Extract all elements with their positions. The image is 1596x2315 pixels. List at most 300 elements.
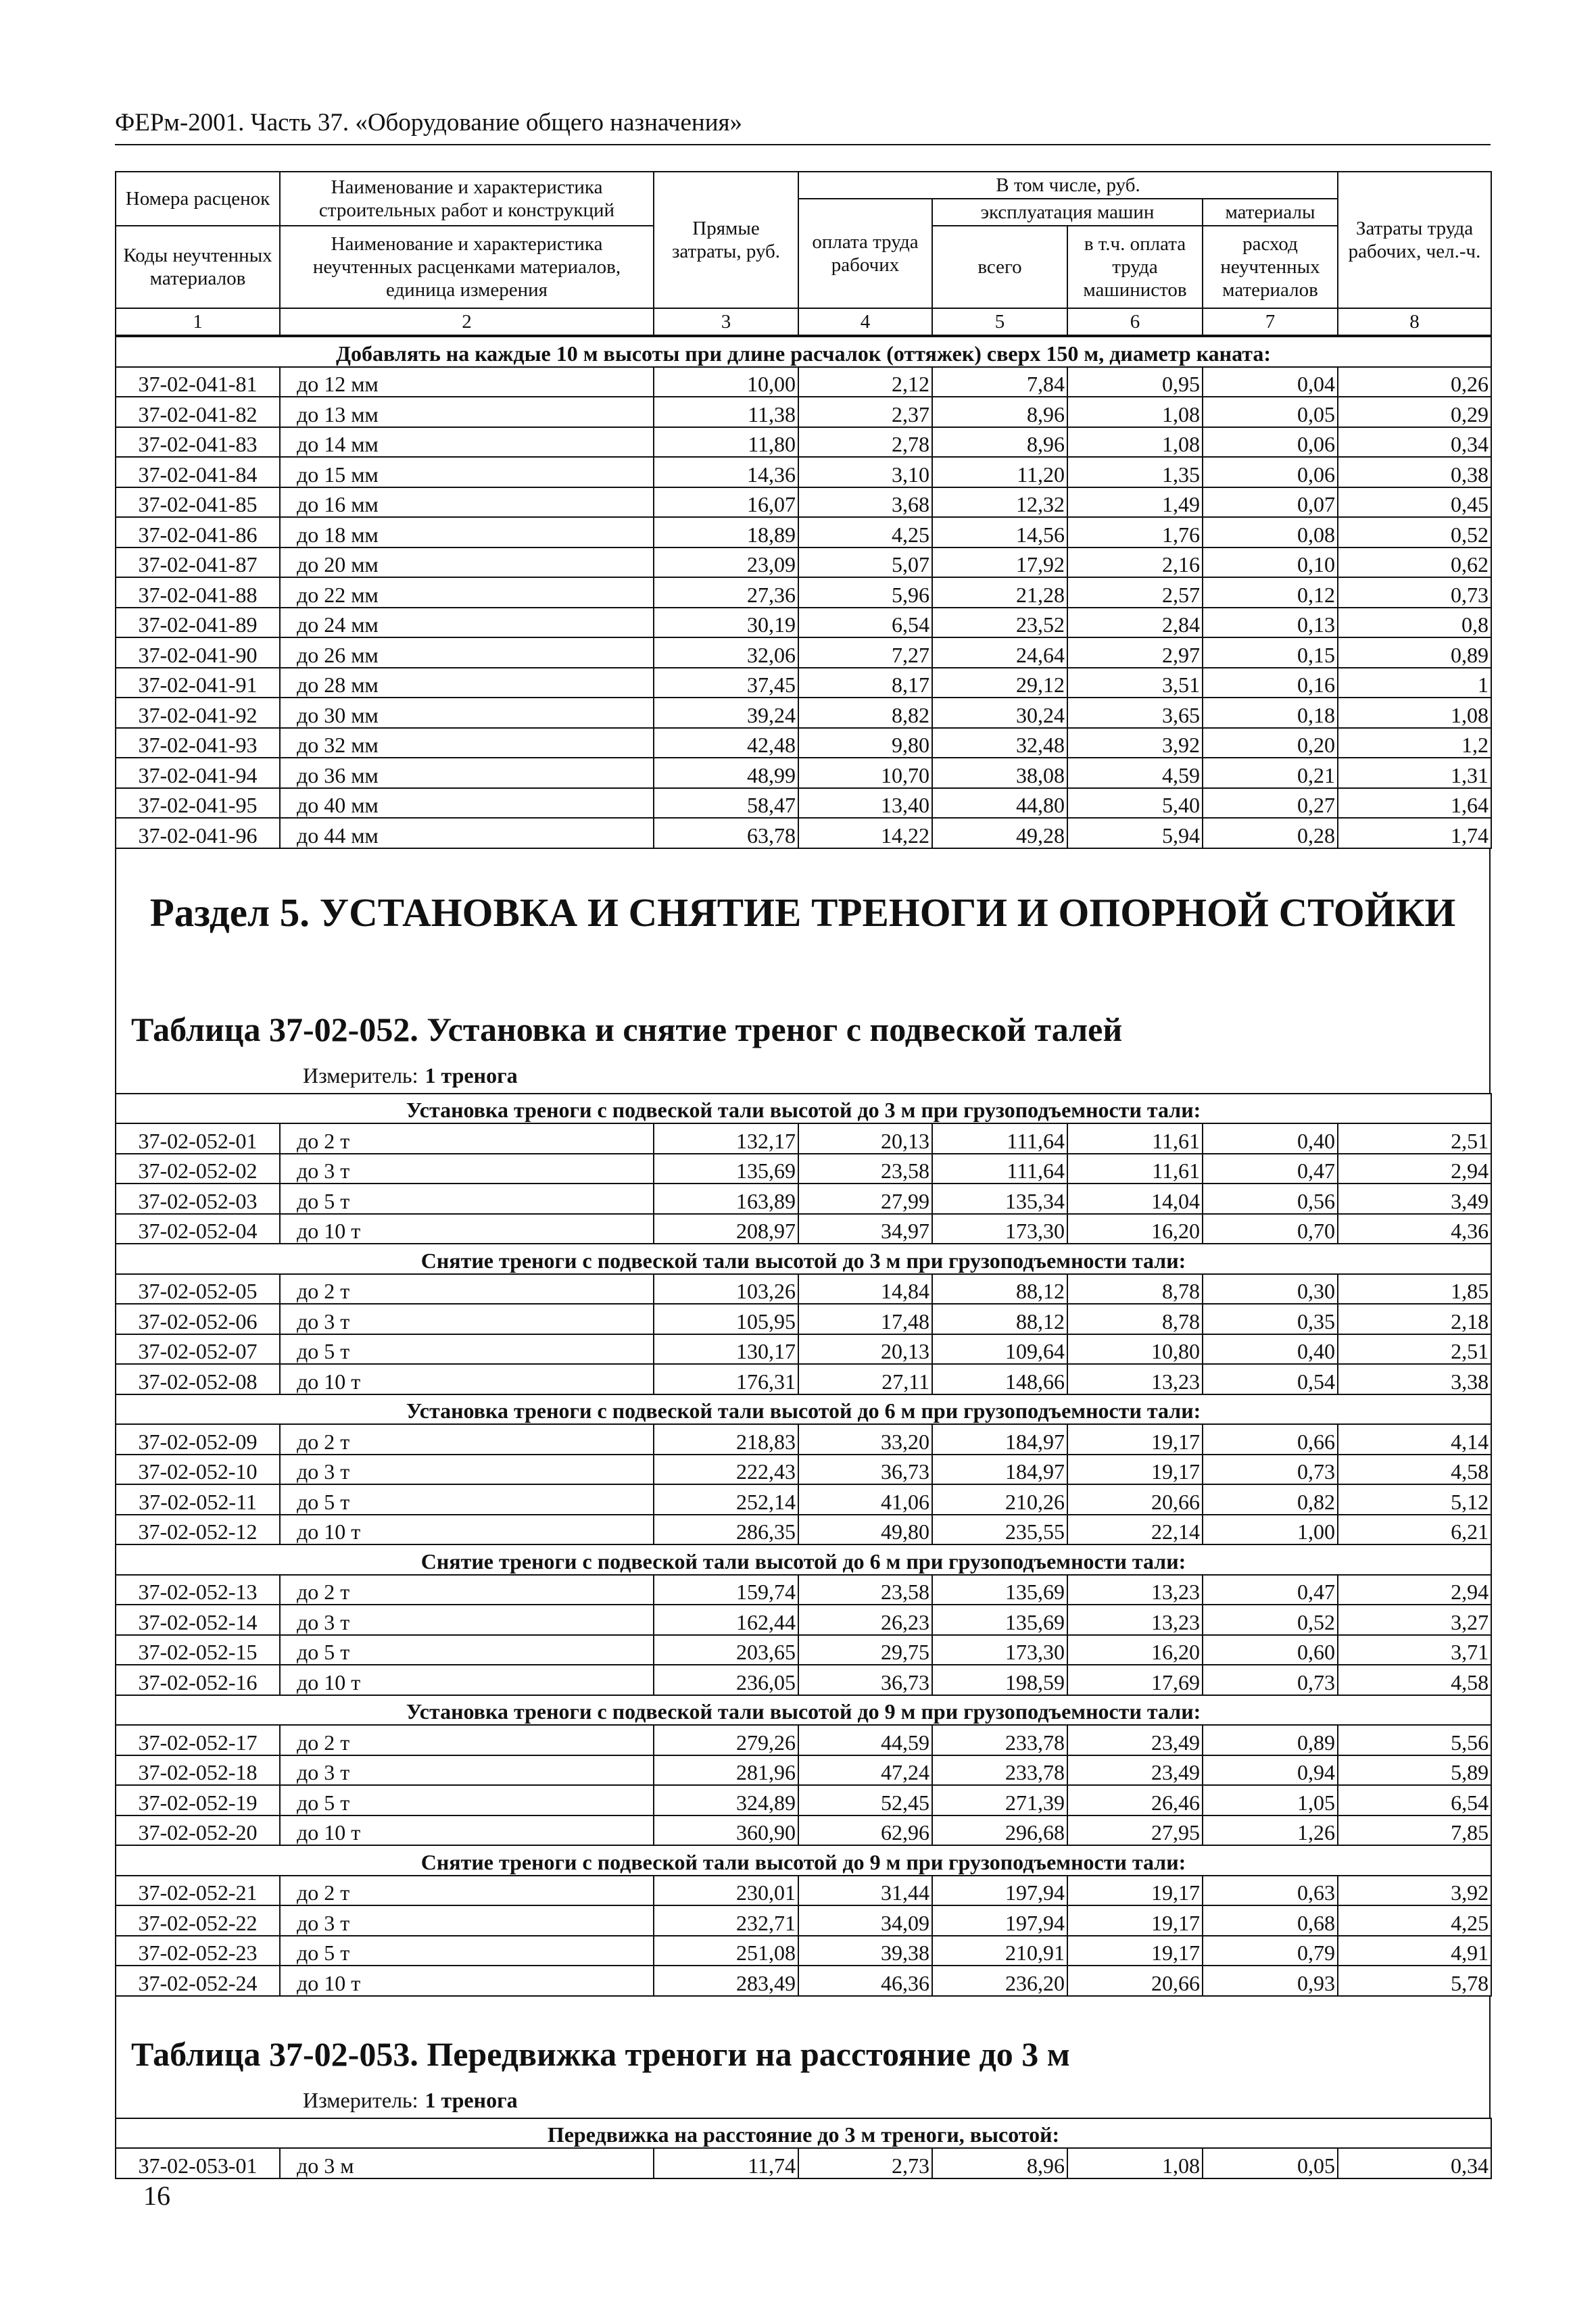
work-name-cell: до 3 т — [280, 1905, 654, 1936]
table-subheading: Снятие треноги с подвеской тали высотой до 3 м при грузоподъемности тали: — [116, 1244, 1491, 1274]
section-title: Раздел 5. УСТАНОВКА И СНЯТИЕ ТРЕНОГИ И ОПОРНОЙ СТОЙКИ — [115, 849, 1491, 977]
direct-costs-cell: 27,36 — [654, 577, 798, 608]
machine-operator-pay-cell: 17,69 — [1067, 1665, 1203, 1695]
document-body — [115, 171, 1491, 2179]
table-row — [116, 728, 1491, 758]
work-name-cell: до 3 т — [280, 1455, 654, 1485]
work-name-cell: до 28 мм — [280, 668, 654, 698]
col-number: 2 — [280, 308, 654, 335]
work-name-cell: до 3 м — [280, 2148, 654, 2178]
rate-code-cell: 37-02-041-84 — [116, 457, 280, 487]
materials-cell: 0,06 — [1203, 457, 1338, 487]
work-name-cell: до 5 т — [280, 1334, 654, 1365]
machine-total-cell: 88,12 — [932, 1274, 1067, 1305]
work-name-cell: до 30 мм — [280, 698, 654, 728]
materials-cell: 0,27 — [1203, 788, 1338, 819]
materials-cell: 0,08 — [1203, 517, 1338, 547]
table-052-meter — [115, 1058, 1491, 1093]
materials-cell: 0,56 — [1203, 1184, 1338, 1214]
table-row — [116, 1665, 1491, 1695]
labor-pay-cell: 3,10 — [798, 457, 932, 487]
table-row — [116, 457, 1491, 487]
table-subheading-row — [116, 1244, 1491, 1274]
table-053-title: Таблица 37-02-053. Передвижка треноги на расстояние до 3 м — [115, 2036, 1491, 2083]
direct-costs-cell: 11,80 — [654, 427, 798, 458]
col-number: 6 — [1067, 308, 1203, 335]
table-subheading: Добавлять на каждые 10 м высоты при длине расчалок (оттяжек) сверх 150 м, диаметр каната: — [116, 337, 1491, 367]
rate-code-cell: 37-02-052-04 — [116, 1214, 280, 1244]
direct-costs-cell: 324,89 — [654, 1785, 798, 1816]
work-name-cell: до 2 т — [280, 1575, 654, 1605]
table-row — [116, 788, 1491, 819]
machine-operator-pay-cell: 22,14 — [1067, 1515, 1203, 1545]
labor-hours-cell: 0,52 — [1338, 517, 1491, 547]
materials-cell: 0,40 — [1203, 1334, 1338, 1365]
materials-cell: 0,16 — [1203, 668, 1338, 698]
table-row — [116, 367, 1491, 397]
direct-costs-cell: 11,74 — [654, 2148, 798, 2178]
direct-costs-cell: 281,96 — [654, 1755, 798, 1786]
materials-cell: 0,28 — [1203, 818, 1338, 848]
direct-costs-cell: 286,35 — [654, 1515, 798, 1545]
rate-code-cell: 37-02-052-08 — [116, 1364, 280, 1394]
machine-total-cell: 44,80 — [932, 788, 1067, 819]
table-row — [116, 668, 1491, 698]
labor-hours-cell: 3,71 — [1338, 1635, 1491, 1665]
labor-hours-cell: 0,34 — [1338, 2148, 1491, 2178]
materials-cell: 0,60 — [1203, 1635, 1338, 1665]
table-row — [116, 637, 1491, 668]
machine-operator-pay-cell: 1,08 — [1067, 2148, 1203, 2178]
direct-costs-cell: 10,00 — [654, 367, 798, 397]
table-row — [116, 1755, 1491, 1786]
machine-total-cell: 30,24 — [932, 698, 1067, 728]
machine-operator-pay-cell: 20,66 — [1067, 1966, 1203, 1996]
rate-code-cell: 37-02-052-10 — [116, 1455, 280, 1485]
labor-hours-cell: 4,25 — [1338, 1905, 1491, 1936]
direct-costs-cell: 162,44 — [654, 1605, 798, 1635]
machine-total-cell: 32,48 — [932, 728, 1067, 758]
materials-cell: 0,35 — [1203, 1304, 1338, 1334]
direct-costs-cell: 360,90 — [654, 1816, 798, 1846]
machine-total-cell: 197,94 — [932, 1905, 1067, 1936]
meter-label: Измеритель: — [303, 2087, 418, 2112]
machine-total-cell: 8,96 — [932, 427, 1067, 458]
labor-pay-cell: 2,73 — [798, 2148, 932, 2178]
machine-operator-pay-cell: 3,65 — [1067, 698, 1203, 728]
table-row — [116, 1334, 1491, 1365]
work-name-cell: до 5 т — [280, 1484, 654, 1515]
machine-total-cell: 21,28 — [932, 577, 1067, 608]
machine-total-cell: 236,20 — [932, 1966, 1067, 1996]
rate-code-cell: 37-02-052-22 — [116, 1905, 280, 1936]
col-header-materials: материалы — [1203, 199, 1338, 226]
materials-cell: 0,70 — [1203, 1214, 1338, 1244]
rate-code-cell: 37-02-052-20 — [116, 1816, 280, 1846]
rate-code-cell: 37-02-052-09 — [116, 1424, 280, 1455]
machine-total-cell: 111,64 — [932, 1154, 1067, 1184]
materials-cell: 1,00 — [1203, 1515, 1338, 1545]
col-header-codes-bottom: Коды неучтенных материалов — [116, 226, 280, 308]
rate-code-cell: 37-02-041-90 — [116, 637, 280, 668]
labor-hours-cell: 0,89 — [1338, 637, 1491, 668]
table-subheading: Установка треноги с подвеской тали высотой до 6 м при грузоподъемности тали: — [116, 1394, 1491, 1425]
table-row — [116, 1214, 1491, 1244]
machine-total-cell: 8,96 — [932, 2148, 1067, 2178]
rate-code-cell: 37-02-052-03 — [116, 1184, 280, 1214]
labor-pay-cell: 3,68 — [798, 487, 932, 518]
labor-pay-cell: 8,17 — [798, 668, 932, 698]
rate-code-cell: 37-02-052-12 — [116, 1515, 280, 1545]
col-header-machines-operators: в т.ч. оплата труда машинистов — [1067, 226, 1203, 308]
machine-operator-pay-cell: 1,76 — [1067, 517, 1203, 547]
table-row — [116, 1905, 1491, 1936]
machine-total-cell: 233,78 — [932, 1755, 1067, 1786]
table-row — [116, 577, 1491, 608]
direct-costs-cell: 230,01 — [654, 1876, 798, 1906]
machine-operator-pay-cell: 0,95 — [1067, 367, 1203, 397]
labor-pay-cell: 62,96 — [798, 1816, 932, 1846]
machine-operator-pay-cell: 20,66 — [1067, 1484, 1203, 1515]
machine-operator-pay-cell: 19,17 — [1067, 1936, 1203, 1966]
page-number: 16 — [143, 2180, 170, 2211]
machine-total-cell: 23,52 — [932, 608, 1067, 638]
labor-pay-cell: 47,24 — [798, 1755, 932, 1786]
work-name-cell: до 5 т — [280, 1936, 654, 1966]
table-row — [116, 2148, 1491, 2178]
work-name-cell: до 14 мм — [280, 427, 654, 458]
header-table — [115, 171, 1492, 336]
work-name-cell: до 2 т — [280, 1424, 654, 1455]
machine-total-cell: 173,30 — [932, 1635, 1067, 1665]
col-header-materials-sub: расход неучтенных материалов — [1203, 226, 1338, 308]
labor-pay-cell: 44,59 — [798, 1725, 932, 1755]
rate-code-cell: 37-02-052-16 — [116, 1665, 280, 1695]
machine-operator-pay-cell: 3,51 — [1067, 668, 1203, 698]
machine-total-cell: 135,69 — [932, 1575, 1067, 1605]
col-number: 7 — [1203, 308, 1338, 335]
machine-operator-pay-cell: 19,17 — [1067, 1424, 1203, 1455]
rate-code-cell: 37-02-041-87 — [116, 547, 280, 578]
table-row — [116, 1515, 1491, 1545]
col-header-machines-total: всего — [932, 226, 1067, 308]
machine-total-cell: 24,64 — [932, 637, 1067, 668]
labor-hours-cell: 3,27 — [1338, 1605, 1491, 1635]
labor-pay-cell: 20,13 — [798, 1334, 932, 1365]
labor-pay-cell: 2,78 — [798, 427, 932, 458]
rate-code-cell: 37-02-052-19 — [116, 1785, 280, 1816]
labor-pay-cell: 2,37 — [798, 397, 932, 427]
work-name-cell: до 2 т — [280, 1123, 654, 1154]
labor-pay-cell: 27,11 — [798, 1364, 932, 1394]
table-053 — [115, 2118, 1492, 2179]
labor-hours-cell: 4,58 — [1338, 1665, 1491, 1695]
machine-total-cell: 12,32 — [932, 487, 1067, 518]
running-header: ФЕРм-2001. Часть 37. «Оборудование общего назначения» — [115, 109, 743, 137]
labor-hours-cell: 1,85 — [1338, 1274, 1491, 1305]
work-name-cell: до 10 т — [280, 1665, 654, 1695]
work-name-cell: до 2 т — [280, 1274, 654, 1305]
direct-costs-cell: 203,65 — [654, 1635, 798, 1665]
table-053-body — [116, 2118, 1491, 2178]
labor-hours-cell: 0,8 — [1338, 608, 1491, 638]
direct-costs-cell: 176,31 — [654, 1364, 798, 1394]
labor-pay-cell: 5,07 — [798, 547, 932, 578]
machine-operator-pay-cell: 13,23 — [1067, 1605, 1203, 1635]
col-number: 8 — [1338, 308, 1491, 335]
direct-costs-cell: 218,83 — [654, 1424, 798, 1455]
machine-total-cell: 135,69 — [932, 1605, 1067, 1635]
rate-code-cell: 37-02-041-82 — [116, 397, 280, 427]
materials-cell: 0,47 — [1203, 1154, 1338, 1184]
rate-code-cell: 37-02-052-21 — [116, 1876, 280, 1906]
labor-hours-cell: 1,31 — [1338, 758, 1491, 788]
table-row — [116, 1123, 1491, 1154]
materials-cell: 0,82 — [1203, 1484, 1338, 1515]
machine-operator-pay-cell: 3,92 — [1067, 728, 1203, 758]
rate-code-cell: 37-02-052-05 — [116, 1274, 280, 1305]
rate-code-cell: 37-02-052-14 — [116, 1605, 280, 1635]
table-subheading-row — [116, 1394, 1491, 1425]
materials-cell: 0,73 — [1203, 1455, 1338, 1485]
labor-hours-cell: 4,58 — [1338, 1455, 1491, 1485]
labor-pay-cell: 41,06 — [798, 1484, 932, 1515]
direct-costs-cell: 39,24 — [654, 698, 798, 728]
direct-costs-cell: 251,08 — [654, 1936, 798, 1966]
direct-costs-cell: 58,47 — [654, 788, 798, 819]
machine-total-cell: 109,64 — [932, 1334, 1067, 1365]
machine-total-cell: 29,12 — [932, 668, 1067, 698]
machine-operator-pay-cell: 2,57 — [1067, 577, 1203, 608]
table-row — [116, 427, 1491, 458]
labor-hours-cell: 0,73 — [1338, 577, 1491, 608]
work-name-cell: до 22 мм — [280, 577, 654, 608]
labor-pay-cell: 8,82 — [798, 698, 932, 728]
work-name-cell: до 2 т — [280, 1876, 654, 1906]
labor-hours-cell: 0,34 — [1338, 427, 1491, 458]
direct-costs-cell: 18,89 — [654, 517, 798, 547]
labor-pay-cell: 14,22 — [798, 818, 932, 848]
machine-total-cell: 88,12 — [932, 1304, 1067, 1334]
labor-pay-cell: 6,54 — [798, 608, 932, 638]
materials-cell: 0,93 — [1203, 1966, 1338, 1996]
table-041-continuation — [115, 336, 1492, 849]
labor-pay-cell: 5,96 — [798, 577, 932, 608]
labor-hours-cell: 2,51 — [1338, 1334, 1491, 1365]
labor-hours-cell: 4,14 — [1338, 1424, 1491, 1455]
direct-costs-cell: 11,38 — [654, 397, 798, 427]
labor-hours-cell: 5,78 — [1338, 1966, 1491, 1996]
work-name-cell: до 5 т — [280, 1635, 654, 1665]
table-row — [116, 608, 1491, 638]
table-row — [116, 397, 1491, 427]
machine-total-cell: 14,56 — [932, 517, 1067, 547]
work-name-cell: до 26 мм — [280, 637, 654, 668]
materials-cell: 0,04 — [1203, 367, 1338, 397]
machine-total-cell: 296,68 — [932, 1816, 1067, 1846]
direct-costs-cell: 283,49 — [654, 1966, 798, 1996]
table-row — [116, 1455, 1491, 1485]
labor-hours-cell: 2,94 — [1338, 1154, 1491, 1184]
labor-pay-cell: 31,44 — [798, 1876, 932, 1906]
labor-hours-cell: 0,38 — [1338, 457, 1491, 487]
labor-hours-cell: 2,94 — [1338, 1575, 1491, 1605]
rate-code-cell: 37-02-041-88 — [116, 577, 280, 608]
table-row — [116, 517, 1491, 547]
work-name-cell: до 44 мм — [280, 818, 654, 848]
work-name-cell: до 24 мм — [280, 608, 654, 638]
work-name-cell: до 3 т — [280, 1755, 654, 1786]
table-row — [116, 1484, 1491, 1515]
machine-operator-pay-cell: 10,80 — [1067, 1334, 1203, 1365]
materials-cell: 0,13 — [1203, 608, 1338, 638]
labor-hours-cell: 0,26 — [1338, 367, 1491, 397]
rate-code-cell: 37-02-041-95 — [116, 788, 280, 819]
labor-pay-cell: 4,25 — [798, 517, 932, 547]
machine-operator-pay-cell: 2,16 — [1067, 547, 1203, 578]
labor-hours-cell: 1,08 — [1338, 698, 1491, 728]
machine-total-cell: 235,55 — [932, 1515, 1067, 1545]
table-subheading: Передвижка на расстояние до 3 м треноги, высотой: — [116, 2118, 1491, 2149]
materials-cell: 0,79 — [1203, 1936, 1338, 1966]
machine-total-cell: 111,64 — [932, 1123, 1067, 1154]
table-row — [116, 1424, 1491, 1455]
direct-costs-cell: 222,43 — [654, 1455, 798, 1485]
machine-total-cell: 197,94 — [932, 1876, 1067, 1906]
materials-cell: 0,20 — [1203, 728, 1338, 758]
col-number: 4 — [798, 308, 932, 335]
table-subheading: Снятие треноги с подвеской тали высотой до 9 м при грузоподъемности тали: — [116, 1845, 1491, 1876]
labor-hours-cell: 2,51 — [1338, 1123, 1491, 1154]
rate-code-cell: 37-02-052-07 — [116, 1334, 280, 1365]
machine-operator-pay-cell: 27,95 — [1067, 1816, 1203, 1846]
materials-cell: 0,30 — [1203, 1274, 1338, 1305]
rate-code-cell: 37-02-041-93 — [116, 728, 280, 758]
labor-hours-cell: 5,12 — [1338, 1484, 1491, 1515]
col-header-group: В том числе, руб. — [798, 172, 1338, 199]
labor-pay-cell: 26,23 — [798, 1605, 932, 1635]
work-name-cell: до 3 т — [280, 1154, 654, 1184]
machine-total-cell: 11,20 — [932, 457, 1067, 487]
machine-operator-pay-cell: 1,35 — [1067, 457, 1203, 487]
materials-cell: 0,10 — [1203, 547, 1338, 578]
rate-code-cell: 37-02-052-15 — [116, 1635, 280, 1665]
machine-total-cell: 233,78 — [932, 1725, 1067, 1755]
labor-hours-cell: 5,89 — [1338, 1755, 1491, 1786]
direct-costs-cell: 105,95 — [654, 1304, 798, 1334]
machine-total-cell: 184,97 — [932, 1424, 1067, 1455]
materials-cell: 0,47 — [1203, 1575, 1338, 1605]
meter-value: 1 тренога — [425, 1063, 518, 1088]
work-name-cell: до 15 мм — [280, 457, 654, 487]
table-subheading-row — [116, 1094, 1491, 1124]
table-row — [116, 1816, 1491, 1846]
machine-total-cell: 210,26 — [932, 1484, 1067, 1515]
work-name-cell: до 10 т — [280, 1364, 654, 1394]
direct-costs-cell: 63,78 — [654, 818, 798, 848]
labor-hours-cell: 0,45 — [1338, 487, 1491, 518]
machine-operator-pay-cell: 11,61 — [1067, 1123, 1203, 1154]
table-row — [116, 1575, 1491, 1605]
rate-code-cell: 37-02-041-96 — [116, 818, 280, 848]
col-header-direct-costs: Прямые затраты, руб. — [654, 172, 798, 308]
rate-code-cell: 37-02-052-23 — [116, 1936, 280, 1966]
labor-pay-cell: 34,09 — [798, 1905, 932, 1936]
table-052 — [115, 1093, 1492, 1997]
col-number: 5 — [932, 308, 1067, 335]
labor-pay-cell: 46,36 — [798, 1966, 932, 1996]
machine-operator-pay-cell: 23,49 — [1067, 1725, 1203, 1755]
table-row — [116, 1184, 1491, 1214]
labor-pay-cell: 9,80 — [798, 728, 932, 758]
work-name-cell: до 2 т — [280, 1725, 654, 1755]
table-gap — [115, 1997, 1491, 2036]
work-name-cell: до 40 мм — [280, 788, 654, 819]
table-row — [116, 1635, 1491, 1665]
machine-operator-pay-cell: 19,17 — [1067, 1905, 1203, 1936]
col-header-codes-top: Номера расценок — [116, 172, 280, 226]
machine-total-cell: 184,97 — [932, 1455, 1067, 1485]
labor-hours-cell: 0,29 — [1338, 397, 1491, 427]
labor-pay-cell: 14,84 — [798, 1274, 932, 1305]
machine-operator-pay-cell: 26,46 — [1067, 1785, 1203, 1816]
work-name-cell: до 10 т — [280, 1816, 654, 1846]
col-header-name-bottom: Наименование и характеристика неучтенных расценками материалов, единица измерения — [280, 226, 654, 308]
table-052-body — [116, 1094, 1491, 1996]
labor-hours-cell: 0,62 — [1338, 547, 1491, 578]
machine-operator-pay-cell: 1,49 — [1067, 487, 1203, 518]
machine-total-cell: 7,84 — [932, 367, 1067, 397]
labor-hours-cell: 1 — [1338, 668, 1491, 698]
labor-hours-cell: 1,64 — [1338, 788, 1491, 819]
labor-pay-cell: 33,20 — [798, 1424, 932, 1455]
work-name-cell: до 13 мм — [280, 397, 654, 427]
labor-pay-cell: 2,12 — [798, 367, 932, 397]
table-row — [116, 1364, 1491, 1394]
machine-operator-pay-cell: 23,49 — [1067, 1755, 1203, 1786]
direct-costs-cell: 236,05 — [654, 1665, 798, 1695]
col-number: 3 — [654, 308, 798, 335]
table-041-body — [116, 337, 1491, 848]
direct-costs-cell: 279,26 — [654, 1725, 798, 1755]
rate-code-cell: 37-02-041-92 — [116, 698, 280, 728]
work-name-cell: до 18 мм — [280, 517, 654, 547]
labor-pay-cell: 29,75 — [798, 1635, 932, 1665]
materials-cell: 1,26 — [1203, 1816, 1338, 1846]
materials-cell: 0,73 — [1203, 1665, 1338, 1695]
machine-total-cell: 135,34 — [932, 1184, 1067, 1214]
direct-costs-cell: 16,07 — [654, 487, 798, 518]
materials-cell: 0,12 — [1203, 577, 1338, 608]
rate-code-cell: 37-02-052-18 — [116, 1755, 280, 1786]
rate-code-cell: 37-02-052-02 — [116, 1154, 280, 1184]
materials-cell: 0,66 — [1203, 1424, 1338, 1455]
materials-cell: 0,40 — [1203, 1123, 1338, 1154]
table-052-title: Таблица 37-02-052. Установка и снятие треног с подвеской талей — [115, 977, 1491, 1058]
table-subheading: Установка треноги с подвеской тали высотой до 9 м при грузоподъемности тали: — [116, 1695, 1491, 1726]
work-name-cell: до 16 мм — [280, 487, 654, 518]
machine-operator-pay-cell: 1,08 — [1067, 427, 1203, 458]
machine-operator-pay-cell: 8,78 — [1067, 1274, 1203, 1305]
rate-code-cell: 37-02-041-89 — [116, 608, 280, 638]
labor-pay-cell: 13,40 — [798, 788, 932, 819]
col-number: 1 — [116, 308, 280, 335]
rate-code-cell: 37-02-052-17 — [116, 1725, 280, 1755]
table-row — [116, 1304, 1491, 1334]
materials-cell: 0,63 — [1203, 1876, 1338, 1906]
rate-code-cell: 37-02-041-94 — [116, 758, 280, 788]
machine-operator-pay-cell: 1,08 — [1067, 397, 1203, 427]
